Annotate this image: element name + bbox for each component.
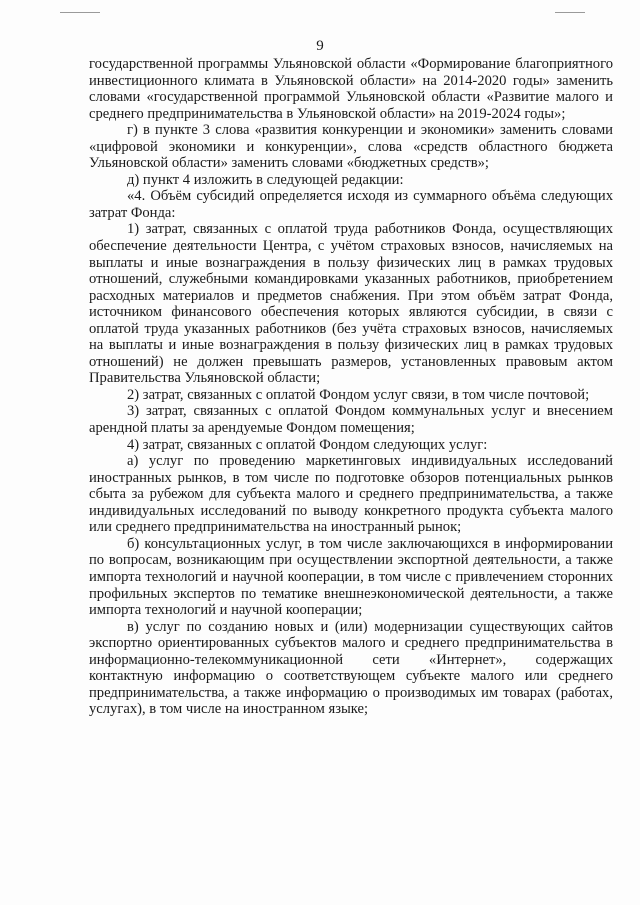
paragraph-subitem-v: в) услуг по созданию новых и (или) модернизации существующих сайтов экспортно ориентированных субъектов малого и среднего предпринимательства в информационно-телекоммуникационной сети «Интернет», содержащих контактную информацию о соответствующем субъекте малого или среднего предпринимательства, а также информацию о производимых им товарах (работах, услугах), в том числе на иностранном языке; [89, 618, 613, 718]
page-number: 9 [316, 38, 324, 54]
paragraph-subitem-b: б) консультационных услуг, в том числе заключающихся в информировании по вопросам, возникающим при осуществлении экспортной деятельности, а также импорта технологий и научной кооперации, в том числе с привлечением сторонних профильных экспертов по тематике внешнеэкономической деятельности, а также импорта технологий и научной кооперации; [89, 535, 613, 619]
document-body [89, 56, 613, 718]
paragraph-subitem-4: 4) затрат, связанных с оплатой Фондом следующих услуг: [127, 436, 488, 453]
paragraph-subitem-a: а) услуг по проведению маркетинговых индивидуальных исследований иностранных рынков, в том числе по подготовке обзоров потенциальных рынков сбыта за рубежом для субъекта малого и среднего предпринимательства, а также индивидуальных исследований по выводу конкретного продукта субъекта малого или среднего предпринимательства на иностранный рынок; [89, 453, 613, 536]
paragraph-subitem-2: 2) затрат, связанных с оплатой Фондом услуг связи, в том числе почтовой; [127, 386, 590, 403]
paragraph-continuation: государственной программы Ульяновской области «Формирование благоприятного инвестиционного климата в Ульяновской области» на 2014-2020 годы» заменить словами «государственной программой Ульяновской области «Развитие малого и среднего предпринимательства в Ульяновской области» на 2019-2024 годы»; [89, 56, 613, 122]
paragraph-subitem-1: 1) затрат, связанных с оплатой труда работников Фонда, осуществляющих обеспечение деятельности Центра, с учётом страховых взносов, начисляемых на выплаты и иные вознаграждения в пользу физических лиц в рамках трудовых отношений, служебными командировками указанных работников, приобретением расходных материалов и предметов снабжения. При этом объём затрат Фонда, источником финансового обеспечения которых являются субсидии, в связи с оплатой труда указанных работников (без учёта страховых взносов, начисляемых на выплаты и иные вознаграждения в пользу физических лиц в рамках трудовых отношений) не должен превышать размеров, установленных правовым актом Правительства Ульяновской области; [89, 221, 613, 387]
paragraph-subitem-3: 3) затрат, связанных с оплатой Фондом коммунальных услуг и внесением арендной платы за арендуемые Фондом помещения; [89, 403, 613, 437]
scan-artifact-line [60, 12, 100, 13]
paragraph-item-g: г) в пункте 3 слова «развития конкуренции и экономики» заменить словами «цифровой экономики и конкуренции», слова «средств областного бюджета Ульяновской области» заменить словами «бюджетных средств»; [89, 122, 613, 172]
paragraph-item-d: д) пункт 4 изложить в следующей редакции: [127, 171, 404, 188]
paragraph-clause-4: «4. Объём субсидий определяется исходя из суммарного объёма следующих затрат Фонда: [89, 188, 613, 221]
scan-artifact-line [555, 12, 585, 13]
